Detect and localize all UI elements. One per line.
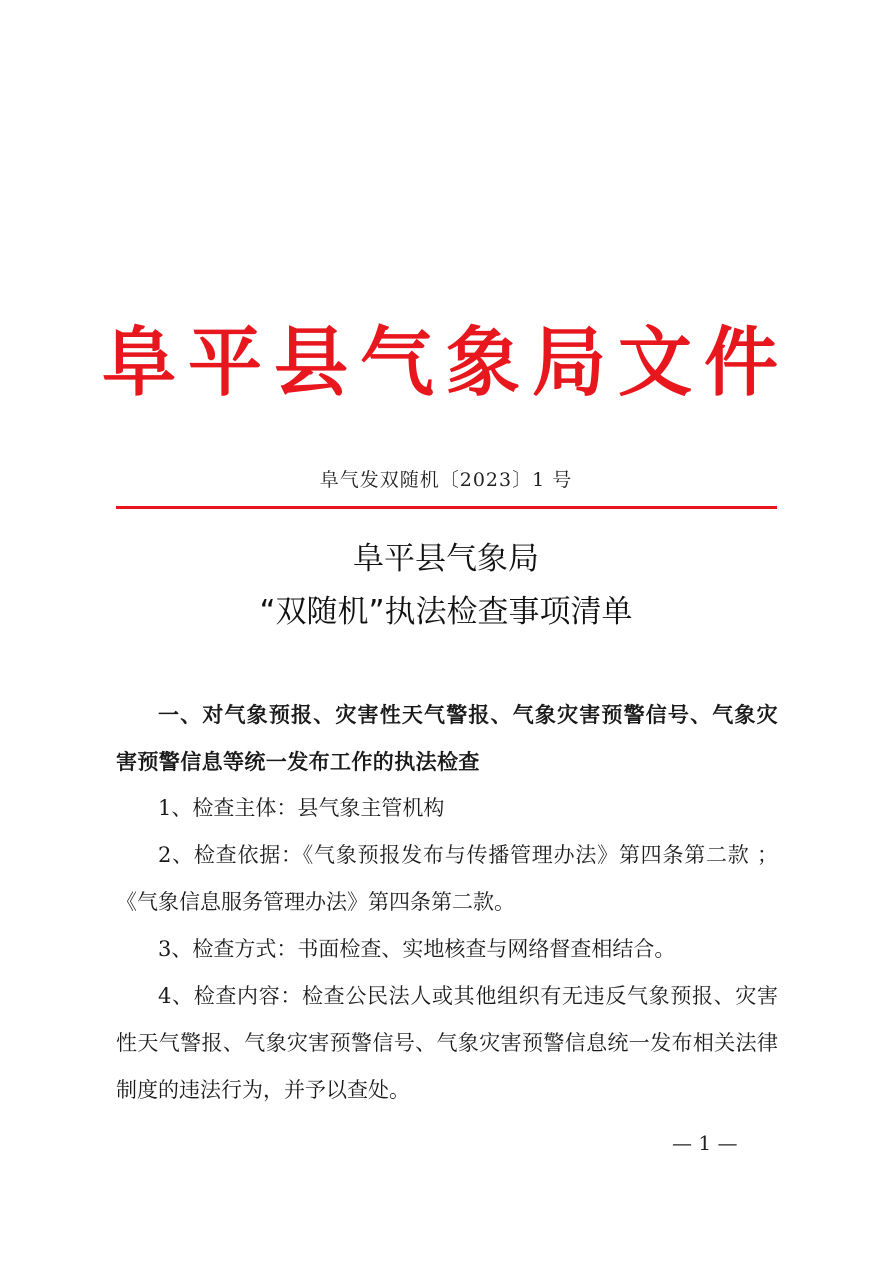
document-body — [116, 691, 778, 1114]
red-divider-line — [116, 506, 777, 509]
body-paragraph: 1、检查主体：县气象主管机构 — [158, 796, 445, 820]
body-paragraph: 2、检查依据：《气象预报发布与传播管理办法》第四条第二款 ；《气象信息服务管理办法》第四条第二款。 — [116, 843, 778, 914]
document-number: 阜气发双随机〔2023〕1 号 — [319, 469, 573, 491]
document-title-line-2: “双随机”执法检查事项清单 — [259, 594, 633, 630]
masthead-title: 阜平县气象局文件 — [102, 319, 790, 407]
section-heading: 一、对气象预报、灾害性天气警报、气象灾害预警信号、气象灾害预警信息等统一发布工作的执法检查 — [116, 702, 778, 774]
document-title-line-1: 阜平县气象局 — [353, 541, 539, 577]
page-number: — 1 — — [672, 1131, 738, 1155]
body-paragraph: 3、检查方式：书面检查、实地核查与网络督查相结合。 — [158, 937, 676, 961]
body-paragraph: 4、检查内容：检查公民法人或其他组织有无违反气象预报、灾害性天气警报、气象灾害预警信号、气象灾害预警信息统一发布相关法律制度的违法行为，并予以查处。 — [116, 984, 778, 1102]
